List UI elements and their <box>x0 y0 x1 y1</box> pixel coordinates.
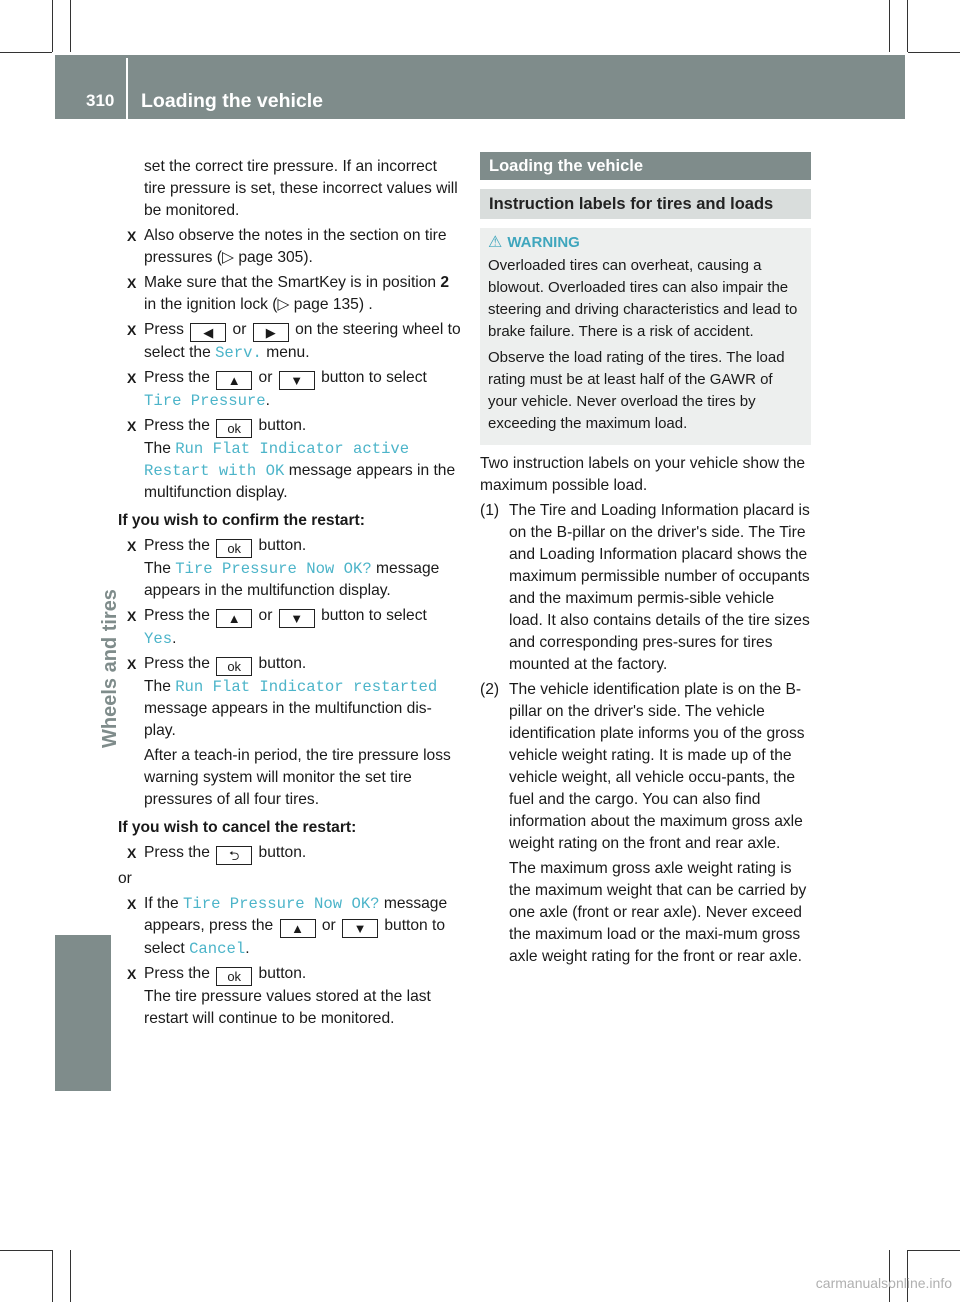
page-title: Loading the vehicle <box>141 90 324 112</box>
list-item: (1) The Tire and Loading Information placard is on the B-pillar on the driver's side. The Tire and Loading Information placard shows the maximum permissible number of occupants and the maximum permis-sible vehicle load. It also contains details of the tire sizes and corresponding pres-sures for tires mounted at the factory. <box>480 502 810 673</box>
step-arrow-icon: X <box>127 608 137 624</box>
warning-text: Observe the load rating of the tires. The load rating must be at least half of the GAWR of your vehicle. Never overload the tires by exceeding the maximum load. <box>488 349 785 432</box>
display-text: Serv. <box>215 344 262 362</box>
crop-mark <box>908 1250 960 1251</box>
crop-mark <box>0 52 52 53</box>
warning-triangle-icon: ⚠ <box>488 234 503 251</box>
display-text: Tire Pressure Now OK? <box>183 895 380 913</box>
warning-box <box>480 228 811 445</box>
crop-mark <box>52 1250 53 1302</box>
display-text: Yes <box>144 630 173 648</box>
display-text: Cancel <box>189 940 246 958</box>
list-item: X Make sure that the SmartKey is in position 2 in the ignition lock (▷ page 135) . <box>127 274 450 313</box>
list-item: (2) The vehicle identification plate is on the B-pillar on the driver's side. The vehicle identification plate informs you of the gross vehicle weight rating. It is made up of the vehicle weight, all vehicle occu-pants, the fuel and the cargo. You can also find information about the maximum gross axle weight rating on the front and rear axle. The maximum gross axle weight rating is the maximum weight that can be carried by one axle (front or rear axle). Never exceed the maximum load or the maxi-mum gross axle weight rating for the front or rear axle. <box>480 681 807 965</box>
list-item: X Press the ⮌ button. <box>127 844 307 863</box>
item-number: (1) <box>480 502 500 519</box>
header-divider <box>126 58 128 119</box>
subheading: If you wish to confirm the restart: <box>118 512 365 529</box>
step-arrow-icon: X <box>127 418 137 434</box>
up-key-icon: ▲ <box>216 371 252 390</box>
step-arrow-icon: X <box>127 275 137 291</box>
list-item: X Press the ok button. The Run Flat Indicator active Restart with OK message appears in the multifunction display. <box>127 417 456 501</box>
crop-mark <box>70 1250 71 1302</box>
ok-key-icon: ok <box>216 657 252 676</box>
side-tab-marker <box>55 935 111 1091</box>
down-key-icon: ▼ <box>342 919 378 938</box>
body-text: Two instruction labels on your vehicle show the maximum possible load. <box>480 455 806 494</box>
right-column <box>480 152 811 968</box>
step-arrow-icon: X <box>127 656 137 672</box>
step-arrow-icon: X <box>127 966 137 982</box>
step-arrow-icon: X <box>127 322 137 338</box>
ok-key-icon: ok <box>216 539 252 558</box>
crop-mark <box>907 0 908 52</box>
list-item: X Press the ▲ or ▼ button to select Yes. <box>127 607 427 648</box>
left-arrow-key-icon: ◀ <box>190 323 226 342</box>
crop-mark <box>0 1250 52 1251</box>
side-tab-label: Wheels and tires <box>99 589 121 748</box>
up-key-icon: ▲ <box>280 919 316 938</box>
ok-key-icon: ok <box>216 967 252 986</box>
page-number: 310 <box>86 91 115 110</box>
crop-mark <box>889 0 890 52</box>
list-item: X Press the ok button. The Tire Pressure Now OK? message appears in the multifunction display. <box>127 537 440 599</box>
back-key-icon: ⮌ <box>216 846 252 865</box>
display-text: Tire Pressure <box>144 392 266 410</box>
crop-mark <box>70 0 71 52</box>
down-key-icon: ▼ <box>279 371 315 390</box>
right-arrow-key-icon: ▶ <box>253 323 289 342</box>
ok-key-icon: ok <box>216 419 252 438</box>
step-arrow-icon: X <box>127 896 137 912</box>
section-heading: Loading the vehicle <box>480 152 811 180</box>
down-key-icon: ▼ <box>279 609 315 628</box>
list-item: X Also observe the notes in the section on tire pressures (▷ page 305). <box>127 227 447 266</box>
step-arrow-icon: X <box>127 228 137 244</box>
crop-mark <box>908 52 960 53</box>
warning-text: Overloaded tires can overheat, causing a blowout. Overloaded tires can also impair the steering and driving characteristics and lead to brake failure. There is a risk of accident. <box>488 257 798 340</box>
step-arrow-icon: X <box>127 538 137 554</box>
step-arrow-icon: X <box>127 845 137 861</box>
up-key-icon: ▲ <box>216 609 252 628</box>
list-item: X If the Tire Pressure Now OK? message appears, press the ▲ or ▼ button to select Cancel. <box>127 895 448 958</box>
list-item: X Press the ok button. The Run Flat Indicator restarted message appears in the multifunction dis-play. After a teach-in period, the tire pressure loss warning system will monitor the set tire pressures of all four tires. <box>118 653 462 811</box>
display-text: Run Flat Indicator active Restart with OK <box>144 440 410 480</box>
list-item: X Press the ok button. The tire pressure values stored at the last restart will continue to be monitored. <box>127 965 431 1027</box>
item-number: (2) <box>480 681 500 698</box>
subsection-heading: Instruction labels for tires and loads <box>480 189 811 219</box>
list-item: X Press the ▲ or ▼ button to select Tire Pressure. <box>127 369 427 410</box>
watermark: carmanualsonline.info <box>815 1275 952 1291</box>
list-item: X Press ◀ or ▶ on the steering wheel to select the Serv. menu. <box>127 321 461 362</box>
warning-title: ⚠ WARNING <box>488 234 580 251</box>
step-arrow-icon: X <box>127 370 137 386</box>
or-text: or <box>118 870 132 887</box>
subheading: If you wish to cancel the restart: <box>118 819 357 836</box>
crop-mark <box>52 0 53 52</box>
step-note: After a teach-in period, the tire pressure loss warning system will monitor the set tire pressures of all four tires. <box>144 747 451 808</box>
display-text: Run Flat Indicator restarted <box>175 678 438 696</box>
intro-text: set the correct tire pressure. If an incorrect tire pressure is set, these incorrect values will be monitored. <box>144 158 458 219</box>
left-column <box>118 156 462 1030</box>
display-text: Tire Pressure Now OK? <box>175 560 372 578</box>
